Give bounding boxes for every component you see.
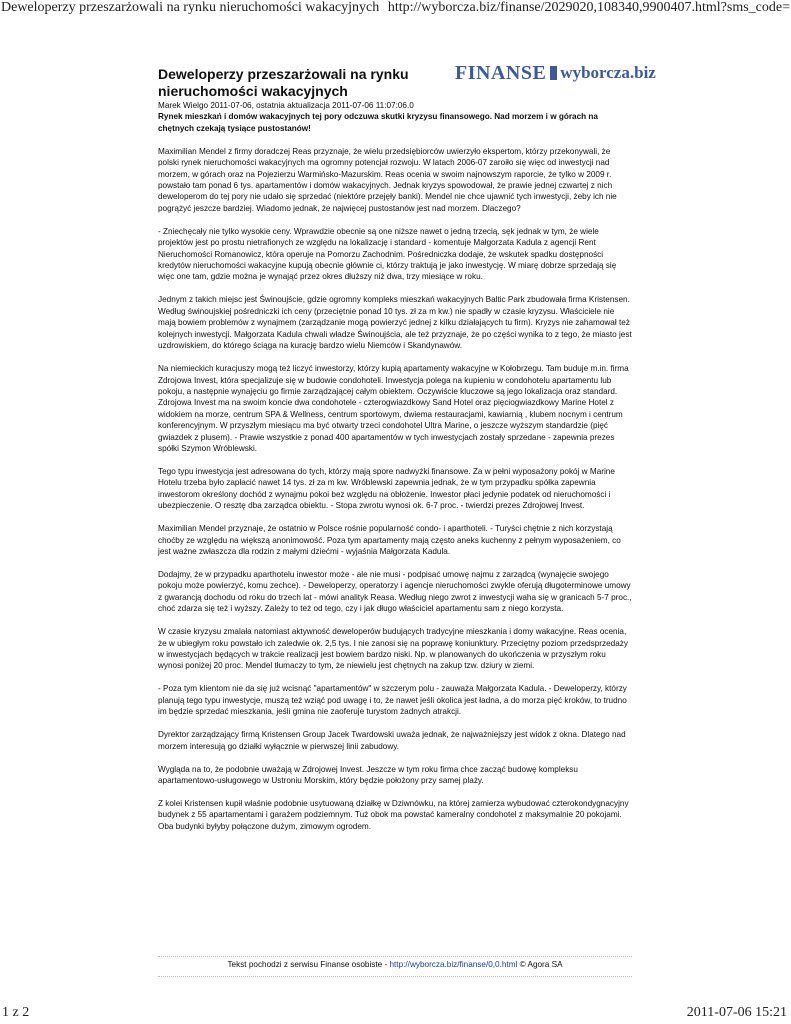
source-divider-top <box>158 956 632 957</box>
article-paragraph: W czasie kryzysu zmalała natomiast aktywność deweloperów budujących tradycyjne mieszkania i domy wakacyjne. Reas ocenia, że w ubiegłym roku powstało ich zaledwie ok. 2,5 tys. I nie zanosi się na poprawę koniunktury. Przeciętny poziom przedsprzedaży w inwestycjach będących w trakcie realizacji jest bowiem bardzo niski. Np. w planowanych do ukończenia w przyszłym roku wynosi poniżej 20 proc. Mendel tłumaczy to tym, że niewielu jest chętnych na zakup tzw. dziury w ziemi. <box>158 627 628 671</box>
source-divider-bottom <box>158 976 632 977</box>
article-lead: Rynek mieszkań i domów wakacyjnych tej pory odczuwa skutki kryzysu finansowego. Nad morzem i w górach na chętnych czekają tysiące pustostanów! <box>158 112 598 133</box>
logo-biz-text: .biz <box>629 63 656 82</box>
article-paragraph: Wygląda na to, że podobnie uważają w Zdrojowej Invest. Jeszcze w tym roku firma chce zacząć budowę kompleksu apartamentowo-usługowego w Ustroniu Morskim, który będzie położony przy samej plaży. <box>158 764 578 786</box>
print-header-title: Deweloperzy przeszarżowali na rynku nieruchomości wakacyjnych <box>1 0 380 15</box>
article-paragraph: Tego typu inwestycja jest adresowana do tych, którzy mają spore nadwyżki finansowe. Za w pełni wyposażony pokój w Marine Hotelu trzeba było zapłacić nawet 14 tys. zł za m kw. Wróblewski zapewnia jednak, że w tym przypadku spółka zapewnia inwestorom określony dochód z wynajmu pokoi bez względu na obłożenie. Inwestor płaci jedynie podatek od nieruchomości i ubezpieczenie. O resztę dba zarządca obiektu. - Stopa zwrotu wynosi ok. 6-7 proc. - twierdzi prezes Zdrojowej Invest. <box>158 466 615 511</box>
source-note <box>158 960 632 969</box>
article-paragraph: Na niemieckich kuracjuszy mogą też liczyć inwestorzy, którzy kupią apartamenty wakacyjne w Kołobrzegu. Tam buduje m.in. firma Zdrojowa Invest, która specjalizuje się w budowie condohoteli. Inwestycja polega na kupieniu w condohotelu apartamentu lub pokoju, a następnie wynajęciu go firmie zarządzającej całym obiektem. Oczywiście kluczowe są jego lokalizacja oraz standard. Zdrojowa Invest ma na swoim koncie dwa condohotele - czterogwiazdkowy Sand Hotel oraz pięciogwiazdkowy Marine Hotel z widokiem na morze, centrum SPA & Wellness, centrum sportowym, dwiema restauracjami, kawiarnią , klubem nocnym i centrum konferencyjnym. W przyszłym miesiącu ma być otwarty trzeci condohotel Ultra Marine, o jeszcze wyższym standardzie (pięć gwiazdek z plusem). - Prawie wszystkie z ponad 400 apartamentów w tych inwestycjach zostały sprzedane - zapewnia prezes spółki Szymon Wróblewski. <box>158 364 629 453</box>
article-paragraph: - Poza tym klientom nie da się już wcisnąć "apartamentów" w szczerym polu - zauważa Małgorzata Kadula. - Deweloperzy, którzy planują tego typu inwestycje, muszą też wziąć pod uwagę i to, że nawet jeśli okolica jest ładna, a do morza pięć kroków, to trudno im będzie sprzedać mieszkania, jeśli gmina nie zaoferuje turystom żadnych atrakcji. <box>158 684 627 717</box>
source-link[interactable]: http://wyborcza.biz/finanse/0,0.html <box>389 960 518 969</box>
article-paragraph: Jednym z takich miejsc jest Świnoujście, gdzie ogromny kompleks mieszkań wakacyjnych Baltic Park zbudowała firma Kristensen. Według świnoujskiej pośredniczki ich ceny (przeciętnie ponad 10 tys. zł za m kw.) nie spadły w czasie kryzysu. Właściciele nie mają bowiem problemów z wynajmem (zarządzanie mogą powierzyć jednej z kilku działających tu firm). Kryzys nie zahamował też kolejnych inwestycji. Małgorzata Kadula chwali władze Świnoujścia, ale też przyznaje, że po części wynika to z tego, że miasto jest uzdrowiskiem, do którego ściąga na kurację bardzo wielu Niemców i Skandynawów. <box>158 295 632 351</box>
article-paragraph: Maximilian Mendel z firmy doradczej Reas przyznaje, że wielu przedsiębiorców uwierzyło ekspertom, którzy przekonywali, że polski rynek nieruchomości wakacyjnych ma ogromny potencjał rozwoju. W latach 2006-07 zaroiło się więc od inwestycji nad morzem, w górach oraz na Pojezierzu Warmińsko-Mazurskim. Reas ocenia w swoim najnowszym raporcie, że tylko w 2009 r. powstało tam ponad 6 tys. apartamentów i domów wakacyjnych. Jednak kryzys spowodował, że prawie jednej czwartej z nich deweloperom do tej pory nie udało się sprzedać (niektóre przejęły banki). Mendel nie chce ujawnić tych inwestycji, żeby ich nie pogrążyć jeszcze bardziej. Wiadomo jednak, że najwięcej pustostanów jest nad morzem. Dlaczego? <box>158 146 617 213</box>
article-paragraph: Maximilian Mendel przyznaje, że ostatnio w Polsce rośnie popularność condo- i aparthoteli. - Turyści chętnie z nich korzystają choćby ze względu na większą anonimowość. Poza tym apartamenty mają często aneks kuchenny z pełnym wyposażeniem, co jest ważne zwłaszcza dla rodzin z małymi dziećmi - wyjaśnia Małgorzata Kadula. <box>158 524 621 556</box>
source-prefix: Tekst pochodzi z serwisu Finanse osobiste - <box>227 960 390 969</box>
article <box>158 66 632 832</box>
article-paragraph: Dodajmy, że w przypadku aparthotelu inwestor może - ale nie musi - podpisać umowę najmu z zarządcą (wynajęcie swojego pokoju może powierzyć, komu zechce). - Deweloperzy, operatorzy i agencje nieruchomości zwykle oferują długoterminowe umowy z gwarancją dochodu od roku do trzech lat - mówi analityk Reasa. Według niego zwrot z inwestycji waha się w granicach 5-7 proc., choć zdarza się też i wyższy. Zależy to też od tego, czy i jak długo właściciel apartamentu sam z niego korzysta. <box>158 569 632 614</box>
article-paragraph: - Zniechęcały nie tylko wysokie ceny. Wprawdzie obecnie są one niższe nawet o jedną trzecią, sęk jednak w tym, że wiele projektów jest po prostu nietrafionych ze względu na lokalizację i standard - komentuje Małgorzata Kadula z agencji Rent Nieruchomości Romanowicz, która operuje na Pomorzu Zachodnim. Pośredniczka dodaje, że wskutek spadku dostępności kredytów nieruchomości wakacyjne kupują obecnie głównie ci, którzy traktują je jako inwestycję. W miarę dobrze sprzedają się więc one tam, gdzie można je wynająć przez okres dłuższy niż dwa, trzy miesiące w roku. <box>158 226 617 282</box>
print-footer-datetime: 2011-07-06 15:21 <box>686 1005 787 1020</box>
article-paragraph: Dyrektor zarządzający firmą Kristensen Group Jacek Twardowski uważa jednak, że najważniejszy jest widok z okna. Dlatego nad morzem interesują go działki wyłącznie w pierwszej linii zabudowy. <box>158 730 626 751</box>
article-byline: Marek Wielgo 2011-07-06, ostatnia aktualizacja 2011-07-06 11:07:06.0 <box>158 101 414 110</box>
article-body <box>158 146 632 832</box>
print-footer-page: 1 z 2 <box>2 1005 30 1020</box>
logo-wyborcza-text: wyborcza <box>560 63 630 82</box>
print-header-url: http://wyborcza.biz/finanse/2029020,108340,9900407.html?sms_code= <box>387 0 790 15</box>
article-title: Deweloperzy przeszarżowali na rynku nieruchomości wakacyjnych <box>158 66 409 99</box>
logo-finanse-text: FINANSE <box>455 61 547 84</box>
article-paragraph: Z kolei Kristensen kupił właśnie podobnie usytuowaną działkę w Dziwnówku, na której zamierza wybudować czterokondygnacyjny budynek z 55 apartamentami i garażem podziemnym. Tuż obok ma powstać kameralny condohotel z maksymalnie 20 pokojami. Oba budynki byłyby połączone dużym, zimowym ogrodem. <box>158 799 629 831</box>
source-suffix: © Agora SA <box>517 960 563 969</box>
